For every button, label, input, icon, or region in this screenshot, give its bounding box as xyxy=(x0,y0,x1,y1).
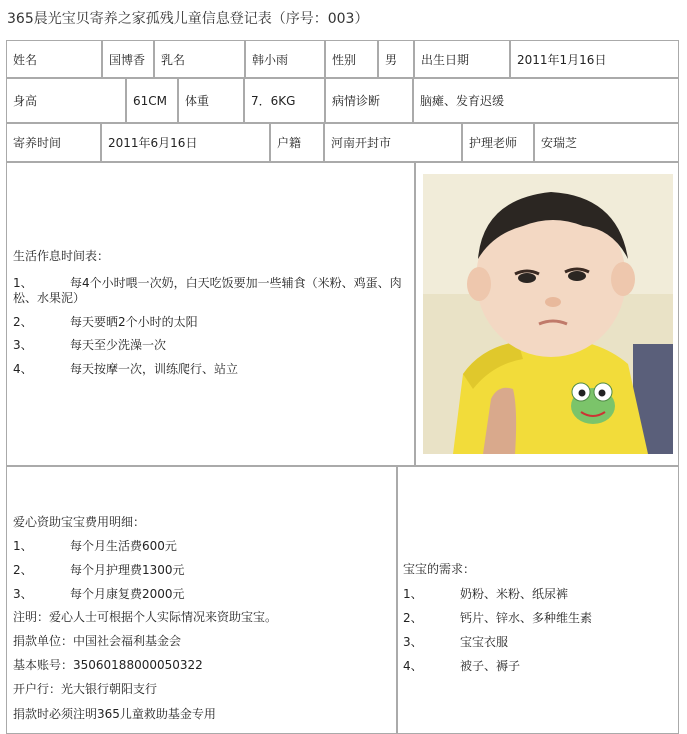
foster-time-label: 寄养时间 xyxy=(6,123,101,162)
nurse-value: 安瑞芝 xyxy=(534,123,679,162)
funding-bank: 开户行：光大银行朝阳支行 xyxy=(13,682,158,696)
list-number: 2、 xyxy=(13,563,33,577)
list-text: 宝宝衣服 xyxy=(460,635,509,649)
funding-remark: 捐款时必须注明365儿童救助基金专用 xyxy=(13,707,216,721)
list-number: 4、 xyxy=(403,659,423,673)
funding-item xyxy=(13,563,185,578)
schedule-item xyxy=(13,315,198,330)
list-number: 1、 xyxy=(13,276,33,290)
list-text: 每个月护理费1300元 xyxy=(70,563,185,577)
schedule-item xyxy=(13,338,166,353)
list-number: 3、 xyxy=(403,635,423,649)
height-label: 身高 xyxy=(6,78,126,123)
needs-heading: 宝宝的需求： xyxy=(403,562,476,576)
schedule-heading: 生活作息时间表： xyxy=(13,249,110,263)
list-text: 每天按摩一次，训练爬行、站立 xyxy=(70,362,239,376)
hukou-value: 河南开封市 xyxy=(324,123,462,162)
list-number: 1、 xyxy=(13,539,33,553)
funding-org: 捐款单位：中国社会福利基金会 xyxy=(13,634,182,648)
diagnosis-value: 脑瘫、发育迟缓 xyxy=(413,78,679,123)
list-number: 3、 xyxy=(13,587,33,601)
needs-item xyxy=(403,587,568,602)
name-label: 姓名 xyxy=(6,40,102,78)
list-text: 奶粉、米粉、纸尿裤 xyxy=(460,587,569,601)
hukou-label: 户籍 xyxy=(270,123,324,162)
height-value: 61CM xyxy=(126,78,178,123)
nickname-label: 乳名 xyxy=(154,40,245,78)
schedule-item xyxy=(13,362,238,377)
funding-account: 基本账号：35060188000050322 xyxy=(13,658,203,672)
schedule-section xyxy=(6,162,415,466)
schedule-item-continued: 松、水果泥） xyxy=(13,291,86,305)
funding-note: 注明：爱心人士可根据个人实际情况来资助宝宝。 xyxy=(13,610,278,624)
foster-time-value: 2011年6月16日 xyxy=(101,123,270,162)
gender-label: 性别 xyxy=(325,40,378,78)
gender-value: 男 xyxy=(378,40,414,78)
weight-label: 体重 xyxy=(178,78,244,123)
name-value: 国博香 xyxy=(102,40,154,78)
child-photo xyxy=(423,174,673,454)
list-text: 每个月康复费2000元 xyxy=(70,587,185,601)
needs-item xyxy=(403,611,592,626)
list-number: 2、 xyxy=(403,611,423,625)
list-number: 4、 xyxy=(13,362,33,376)
nickname-value: 韩小雨 xyxy=(245,40,325,78)
nurse-label: 护理老师 xyxy=(462,123,534,162)
weight-value: 7．6KG xyxy=(244,78,325,123)
list-number: 3、 xyxy=(13,338,33,352)
funding-heading: 爱心资助宝宝费用明细： xyxy=(13,515,146,529)
list-text: 钙片、锌水、多种维生素 xyxy=(460,611,593,625)
list-text: 被子、褥子 xyxy=(460,659,521,673)
page-title: 365晨光宝贝寄养之家孤残儿童信息登记表（序号：003） xyxy=(7,11,369,27)
list-text: 每天至少洗澡一次 xyxy=(70,338,167,352)
list-number: 1、 xyxy=(403,587,423,601)
list-number: 2、 xyxy=(13,315,33,329)
needs-item xyxy=(403,635,508,650)
list-text: 每个月生活费600元 xyxy=(70,539,177,553)
birth-label: 出生日期 xyxy=(414,40,510,78)
birth-value: 2011年1月16日 xyxy=(510,40,679,78)
baby-illustration xyxy=(423,174,673,454)
needs-item xyxy=(403,659,520,674)
funding-item xyxy=(13,539,177,554)
diagnosis-label: 病情诊断 xyxy=(325,78,413,123)
list-text: 每4个小时喂一次奶，白天吃饭要加一些辅食（米粉、鸡蛋、肉 xyxy=(70,276,402,290)
list-text: 每天要晒2个小时的太阳 xyxy=(70,315,198,329)
schedule-item xyxy=(13,276,402,291)
funding-item xyxy=(13,587,185,602)
